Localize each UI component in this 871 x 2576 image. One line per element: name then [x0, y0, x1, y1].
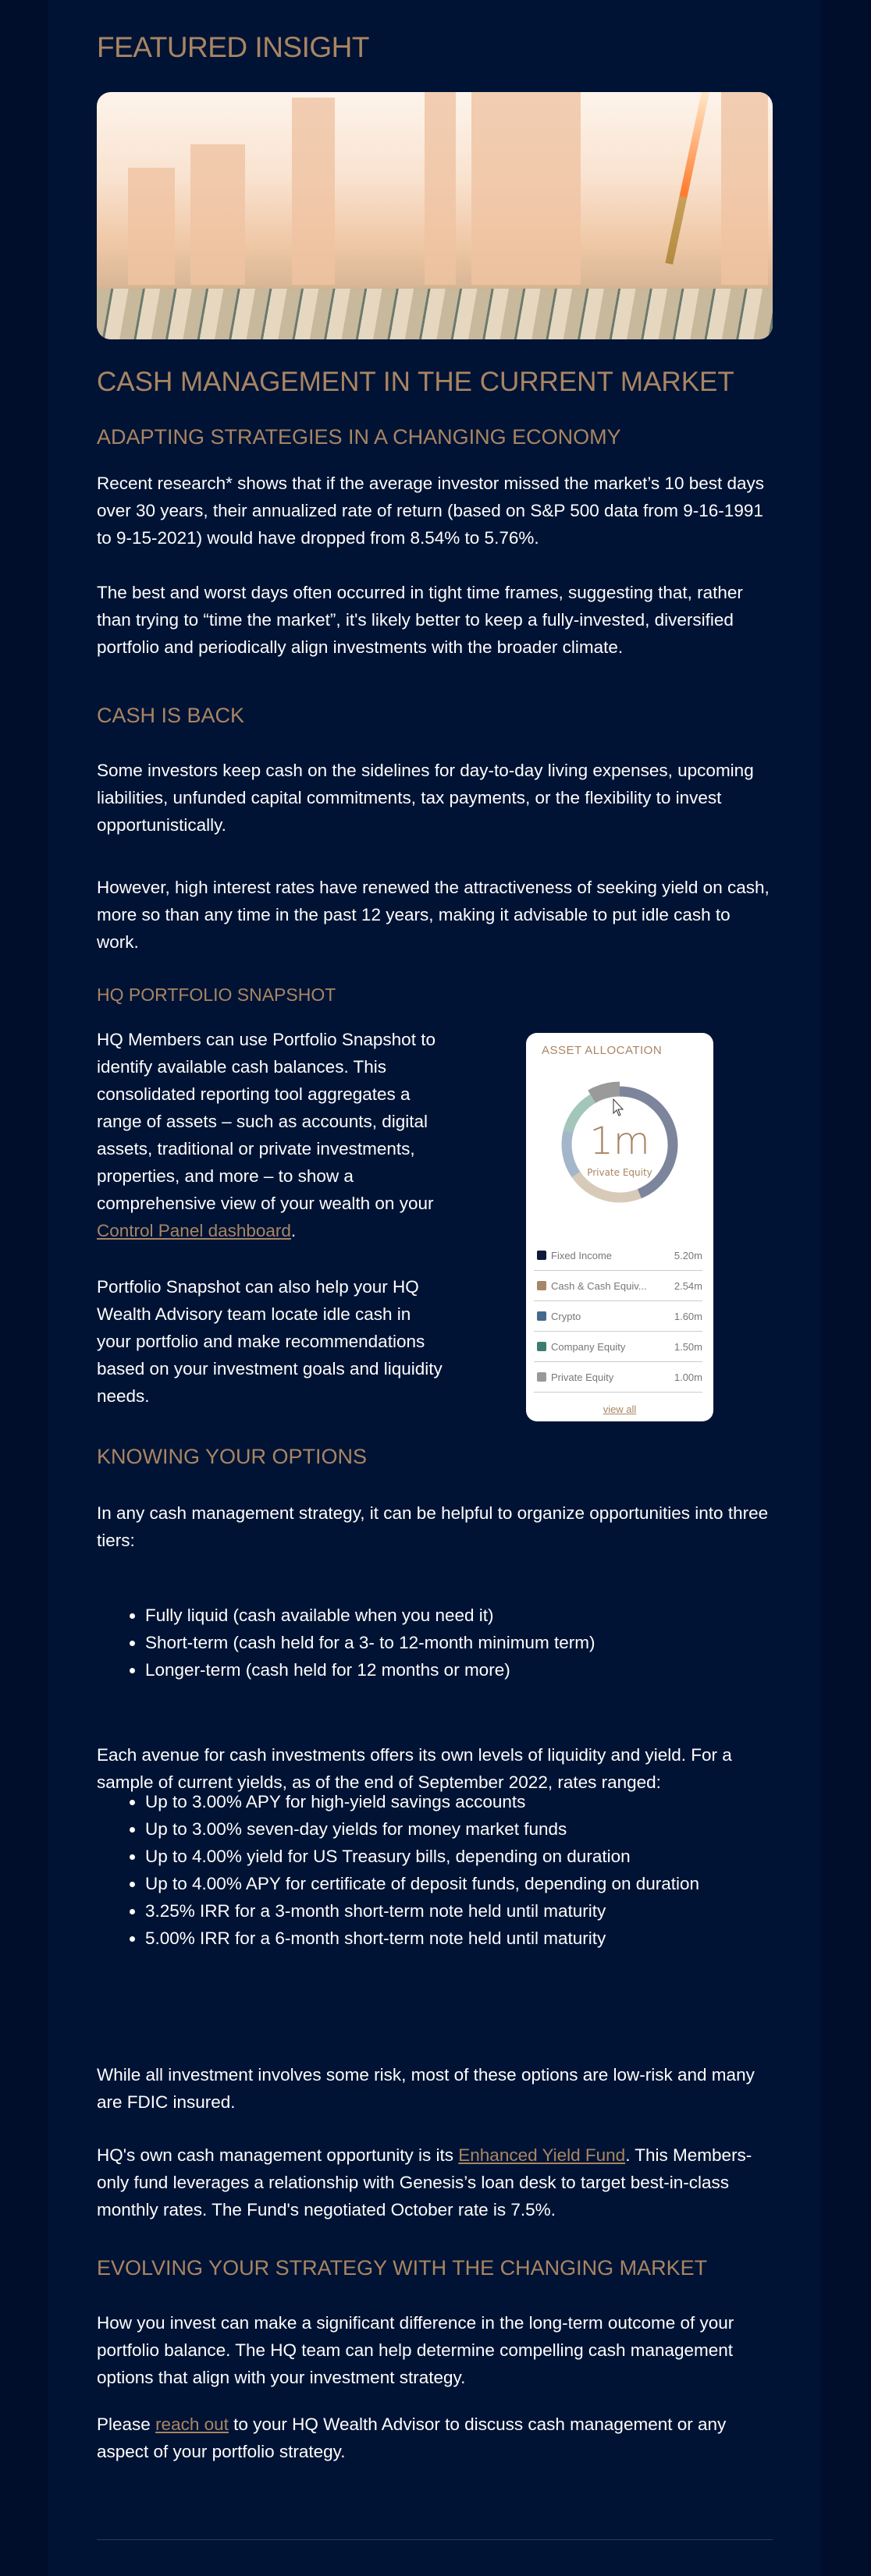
- legend-row[interactable]: [534, 1301, 702, 1332]
- paragraph: The best and worst days often occurred in tight time frames, suggesting that, rather than trying to “time the market”, it's likely better to keep a fully-invested, diversified portfolio and periodically align investments with the broader climate.: [97, 583, 743, 657]
- reach-out-link[interactable]: reach out: [155, 2415, 229, 2434]
- paragraph: However, high interest rates have renewed the attractiveness of seeking yield on cash, more so than any time in the past 12 years, making it advisable to put idle cash to work.: [97, 878, 770, 952]
- section-heading-cash-is-back: CASH IS BACK: [97, 704, 245, 727]
- legend-value: 1.00m: [674, 1371, 702, 1383]
- paragraph: [97, 2141, 773, 2223]
- card-title: ASSET ALLOCATION: [542, 1044, 663, 1057]
- article-title: CASH MANAGEMENT IN THE CURRENT MARKET: [97, 367, 734, 397]
- article-subtitle: ADAPTING STRATEGIES IN A CHANGING ECONOMY: [97, 425, 621, 449]
- control-panel-link[interactable]: Control Panel dashboard: [97, 1221, 291, 1240]
- legend-label: Cash & Cash Equiv...: [551, 1279, 647, 1292]
- text: HQ's own cash management opportunity is its: [97, 2145, 459, 2165]
- section-heading-snapshot: HQ PORTFOLIO SNAPSHOT: [97, 985, 336, 1005]
- view-all-link[interactable]: view all: [603, 1403, 637, 1415]
- donut-slice-cash-cash-equiv[interactable]: [576, 1175, 639, 1198]
- donut-slice-private-equity[interactable]: [592, 1089, 620, 1097]
- paragraph: Each avenue for cash investments offers its own levels of liquidity and yield. For a sample of current yields, as of the end of September 2022, rates ranged:: [97, 1745, 732, 1792]
- divider: [97, 2539, 773, 2540]
- section-heading-options: KNOWING YOUR OPTIONS: [97, 1445, 368, 1468]
- paragraph: While all investment involves some risk, most of these options are low-risk and many are FDIC insured.: [97, 2065, 755, 2112]
- legend-swatch: [537, 1372, 546, 1382]
- legend-label: Private Equity: [551, 1371, 614, 1383]
- text: Please: [97, 2415, 156, 2434]
- enhanced-yield-fund-link[interactable]: Enhanced Yield Fund: [458, 2145, 626, 2165]
- legend-label: Crypto: [551, 1310, 581, 1322]
- legend-value: 5.20m: [674, 1249, 702, 1261]
- legend-label: Fixed Income: [551, 1249, 613, 1261]
- paragraph: Some investors keep cash on the sidelines for day-to-day living expenses, upcoming liabilities, unfunded capital commitments, tax payments, or the flexibility to invest opportunistically.: [97, 761, 754, 835]
- hero-image-dart-skyline: [97, 92, 773, 339]
- donut-center-label: Private Equity: [587, 1167, 652, 1178]
- legend-value: 2.54m: [674, 1279, 702, 1292]
- featured-label: FEATURED INSIGHT: [97, 31, 369, 63]
- list-item: • Up to 4.00% yield for US Treasury bills, depending on duration: [145, 1843, 821, 1870]
- asset-allocation-card: [526, 1033, 713, 1421]
- legend-row[interactable]: [534, 1240, 702, 1271]
- paragraph: [97, 1026, 448, 1244]
- legend-swatch: [537, 1281, 546, 1290]
- list-item: • Up to 3.00% seven-day yields for money market funds: [145, 1815, 821, 1843]
- legend-swatch: [537, 1251, 546, 1260]
- paragraph: In any cash management strategy, it can be helpful to organize opportunities into three tiers:: [97, 1503, 769, 1550]
- list-item: • Fully liquid (cash available when you need it): [145, 1602, 821, 1629]
- donut-slice-crypto[interactable]: [567, 1132, 576, 1175]
- tiers-list: [97, 1602, 821, 1684]
- legend-swatch: [537, 1311, 546, 1321]
- text: HQ Members can use Portfolio Snapshot to identify available cash balances. This consolidated reporting tool aggregates a range of assets – such as accounts, digital assets, traditional or private investments, properties, and more – to show a comprehensive view of your wealth on your: [97, 1030, 436, 1213]
- text: to your HQ Wealth Advisor to discuss cash management or any aspect of your portfolio strategy.: [97, 2415, 727, 2461]
- list-item: • Up to 3.00% APY for high-yield savings accounts: [145, 1788, 821, 1815]
- list-item: • Longer-term (cash held for 12 months or more): [145, 1656, 821, 1684]
- legend-row[interactable]: [534, 1362, 702, 1393]
- list-item: • 3.25% IRR for a 3-month short-term note held until maturity: [145, 1897, 821, 1925]
- section-heading-evolving: EVOLVING YOUR STRATEGY WITH THE CHANGING MARKET: [97, 2256, 708, 2280]
- legend-value: 1.50m: [674, 1340, 702, 1353]
- legend-label: Company Equity: [551, 1340, 626, 1353]
- legend-value: 1.60m: [674, 1310, 702, 1322]
- legend-swatch: [537, 1342, 546, 1351]
- text: .: [290, 1221, 297, 1240]
- list-item: • Short-term (cash held for a 3- to 12-month minimum term): [145, 1629, 821, 1656]
- asset-allocation-donut[interactable]: [557, 1076, 682, 1232]
- allocation-legend: [534, 1240, 702, 1393]
- list-item: • 5.00% IRR for a 6-month short-term note held until maturity: [145, 1925, 821, 1952]
- yields-list: [97, 1788, 821, 1952]
- text: . This Members-only fund leverages a relationship with Genesis’s loan desk to target best-in-class monthly rates. The Fund's negotiated October rate is 7.5%.: [97, 2145, 752, 2219]
- legend-row[interactable]: [534, 1332, 702, 1362]
- list-item: • Up to 4.00% APY for certificate of deposit funds, depending on duration: [145, 1870, 821, 1897]
- mouse-cursor-icon: [613, 1099, 623, 1116]
- paragraph: [97, 2411, 773, 2465]
- paragraph: Recent research* shows that if the average investor missed the market’s 10 best days over 30 years, their annualized rate of return (based on S&P 500 data from 9-16-1991 to 9-15-2021) would have dropped from 8.54% to 5.76%.: [97, 474, 765, 548]
- paragraph: Portfolio Snapshot can also help your HQ Wealth Advisory team locate idle cash in your portfolio and make recommendations based on your investment goals and liquidity needs.: [97, 1277, 443, 1406]
- paragraph: How you invest can make a significant difference in the long-term outcome of your portfolio balance. The HQ team can help determine compelling cash management options that align with your investment strategy.: [97, 2313, 734, 2387]
- legend-row[interactable]: [534, 1271, 702, 1301]
- donut-center-value: 1m: [589, 1119, 650, 1163]
